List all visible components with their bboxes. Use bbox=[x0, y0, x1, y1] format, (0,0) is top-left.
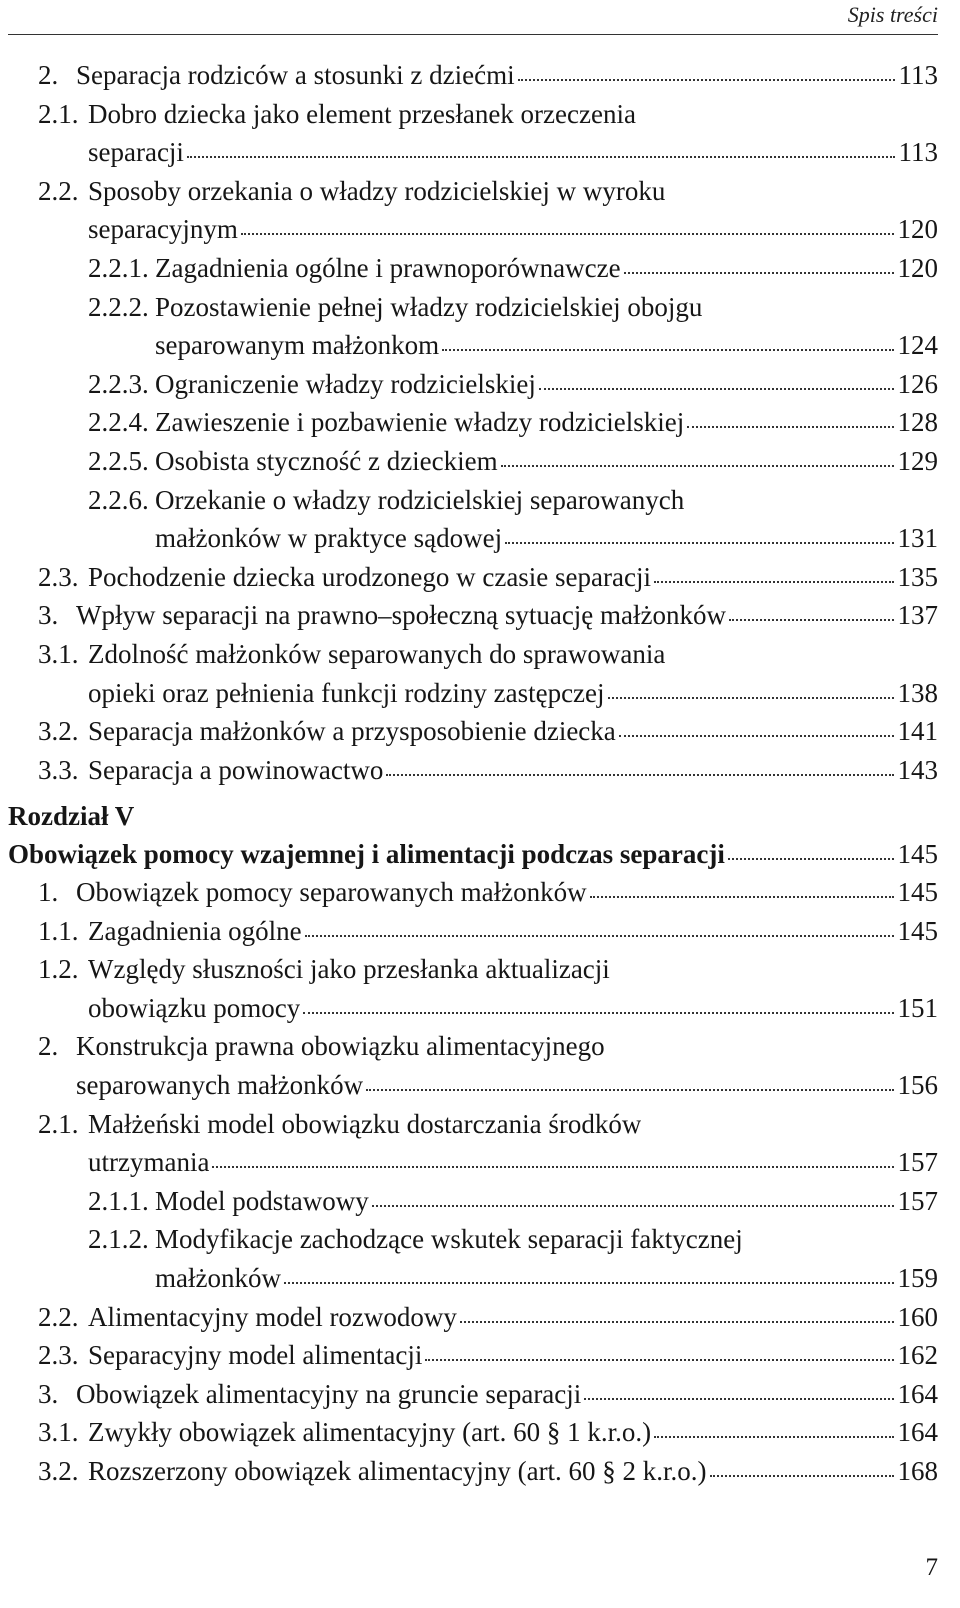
dot-leader bbox=[619, 734, 894, 737]
toc-entry[interactable] bbox=[0, 674, 938, 712]
dot-leader bbox=[654, 1435, 893, 1438]
toc-entry[interactable] bbox=[0, 1220, 938, 1258]
toc-entry[interactable] bbox=[0, 288, 938, 326]
toc-entry-title: Dobro dziecka jako element przesłanek orzeczenia bbox=[88, 98, 636, 129]
toc-entry[interactable] bbox=[0, 558, 938, 596]
toc-entry-page: 138 bbox=[897, 677, 938, 708]
toc-entry-page: 124 bbox=[897, 330, 938, 361]
toc-entry-title: Pochodzenie dziecka urodzonego w czasie separacji bbox=[88, 561, 651, 592]
toc-entry-title: małżonków bbox=[155, 1263, 281, 1293]
dot-leader bbox=[729, 618, 893, 621]
toc-entry[interactable] bbox=[0, 950, 938, 988]
dot-leader bbox=[728, 857, 894, 860]
toc-entry[interactable] bbox=[0, 249, 938, 287]
toc-entry[interactable] bbox=[0, 56, 938, 94]
toc-entry[interactable] bbox=[0, 751, 938, 789]
dot-leader bbox=[305, 934, 894, 937]
toc-entry-title: Separacja rodziców a stosunki z dziećmi bbox=[76, 60, 515, 90]
dot-leader bbox=[284, 1281, 894, 1284]
dot-leader bbox=[303, 1011, 893, 1014]
toc-entry-title: małżonków w praktyce sądowej bbox=[155, 523, 503, 554]
toc-entry-page: 135 bbox=[897, 561, 938, 592]
toc-entry-page: 168 bbox=[897, 1456, 938, 1486]
dot-leader bbox=[212, 1165, 893, 1168]
toc-entry-number: 2.2.3. bbox=[88, 368, 149, 399]
toc-entry-title: Alimentacyjny model rozwodowy bbox=[88, 1301, 457, 1332]
toc-entry-number: 2.2.5. bbox=[88, 446, 149, 476]
toc-entry-page: 113 bbox=[898, 137, 938, 168]
toc-entry-title: Pozostawienie pełnej władzy rodzicielskiej obojgu bbox=[155, 291, 703, 322]
toc-entry-page: 145 bbox=[897, 915, 938, 946]
toc-entry[interactable] bbox=[0, 635, 938, 673]
chapter-title-line[interactable] bbox=[0, 835, 938, 873]
dot-leader bbox=[372, 1204, 894, 1207]
dot-leader bbox=[539, 387, 894, 390]
toc-entry-number: 3. bbox=[38, 600, 59, 631]
toc-entry-title: Ograniczenie władzy rodzicielskiej bbox=[155, 368, 536, 399]
dot-leader bbox=[366, 1088, 893, 1091]
toc-entry-page: 164 bbox=[897, 1378, 938, 1409]
toc-entry-title: separacyjnym bbox=[88, 214, 238, 245]
toc-entry[interactable] bbox=[0, 596, 938, 634]
toc-entry-title: Obowiązek pomocy separowanych małżonków bbox=[76, 877, 587, 907]
toc-entry[interactable] bbox=[0, 519, 938, 557]
toc-entry-number: 2.1.2. bbox=[88, 1224, 149, 1255]
toc-entry-title: Model podstawowy bbox=[155, 1185, 369, 1216]
toc-entry-number: 2.1.1. bbox=[88, 1185, 149, 1216]
toc-entry-page: 137 bbox=[897, 600, 938, 631]
toc-entry-page: 129 bbox=[897, 446, 938, 476]
chapter-page: 145 bbox=[897, 839, 938, 869]
toc-entry-number: 1. bbox=[38, 877, 59, 907]
toc-entry[interactable] bbox=[0, 133, 938, 171]
dot-leader bbox=[460, 1320, 894, 1323]
toc-entry-page: 157 bbox=[897, 1147, 938, 1178]
toc-entry-number: 2.2.2. bbox=[88, 291, 149, 322]
dot-leader bbox=[590, 895, 894, 898]
toc-entry-page: 160 bbox=[897, 1301, 938, 1332]
toc-entry[interactable] bbox=[0, 365, 938, 403]
toc-entry[interactable] bbox=[0, 873, 938, 911]
toc-entry[interactable] bbox=[0, 1066, 938, 1104]
dot-leader bbox=[584, 1397, 893, 1400]
dot-leader bbox=[624, 271, 894, 274]
toc-entry-page: 141 bbox=[897, 716, 938, 747]
toc-entry-number: 3.1. bbox=[38, 1417, 79, 1448]
toc-entry-page: 128 bbox=[897, 407, 938, 438]
toc-entry-title: Modyfikacje zachodzące wskutek separacji faktycznej bbox=[155, 1224, 743, 1255]
toc-entry-title: Orzekanie o władzy rodzicielskiej separowanych bbox=[155, 484, 685, 515]
dot-leader bbox=[505, 541, 893, 544]
dot-leader bbox=[241, 232, 894, 235]
toc-entry-page: 143 bbox=[897, 754, 938, 785]
toc-entry-title: Konstrukcja prawna obowiązku alimentacyjnego bbox=[76, 1031, 605, 1062]
dot-leader bbox=[501, 464, 894, 467]
toc-entry-title: opieki oraz pełnienia funkcji rodziny zastępczej bbox=[88, 677, 605, 708]
toc-entry[interactable] bbox=[0, 712, 938, 750]
toc-entry-page: 151 bbox=[897, 992, 938, 1023]
toc-entry[interactable] bbox=[0, 403, 938, 441]
toc-entry[interactable] bbox=[0, 1143, 938, 1181]
toc-entry-number: 2.2. bbox=[38, 175, 79, 206]
toc-entry-number: 1.2. bbox=[38, 954, 79, 985]
toc-entry-title: Osobista styczność z dzieckiem bbox=[155, 446, 498, 476]
toc-entry-title: Separacja a powinowactwo bbox=[88, 754, 384, 785]
toc-entry-page: 120 bbox=[897, 214, 938, 245]
dot-leader bbox=[654, 580, 894, 583]
toc-entry-number: 2. bbox=[38, 60, 59, 90]
toc-entry-number: 3.3. bbox=[38, 754, 79, 785]
toc-entry-title: Zagadnienia ogólne i prawnoporównawcze bbox=[155, 253, 621, 283]
toc-entry-title: Małżeński model obowiązku dostarczania środków bbox=[88, 1108, 642, 1139]
dot-leader bbox=[608, 696, 894, 699]
toc-entry-title: separacji bbox=[88, 137, 184, 168]
dot-leader bbox=[518, 78, 895, 81]
toc-entry-page: 126 bbox=[897, 368, 938, 399]
toc-entry-number: 2.3. bbox=[38, 1340, 79, 1371]
toc-entry-title: Obowiązek alimentacyjny na gruncie separacji bbox=[76, 1378, 582, 1409]
toc-entry-title: Wpływ separacji na prawno–społeczną sytuację małżonków bbox=[76, 600, 727, 631]
dot-leader bbox=[386, 773, 893, 776]
toc-entry-title: Zagadnienia ogólne bbox=[88, 915, 302, 946]
toc-entry-number: 2.2.6. bbox=[88, 484, 149, 515]
toc-entry-title: Sposoby orzekania o władzy rodzicielskiej w wyroku bbox=[88, 175, 666, 206]
toc-entry-page: 162 bbox=[897, 1340, 938, 1371]
dot-leader bbox=[187, 155, 895, 158]
toc-entry-page: 156 bbox=[897, 1070, 938, 1100]
toc-entry-page: 164 bbox=[897, 1417, 938, 1448]
toc-entry[interactable] bbox=[0, 326, 938, 364]
toc-entry-title: Separacja małżonków a przysposobienie dziecka bbox=[88, 716, 616, 747]
toc-entry-title: utrzymania bbox=[88, 1147, 210, 1178]
toc-entry-number: 3.2. bbox=[38, 716, 79, 747]
toc-entry-number: 3. bbox=[38, 1378, 59, 1409]
chapter-title: Obowiązek pomocy wzajemnej i alimentacji podczas separacji bbox=[8, 839, 725, 869]
toc-entry-number: 2.1. bbox=[38, 98, 79, 129]
toc-entry-title: Względy słuszności jako przesłanka aktualizacji bbox=[88, 954, 610, 985]
toc-entry[interactable] bbox=[0, 95, 938, 133]
toc-entry-page: 145 bbox=[897, 877, 938, 907]
toc-entry-title: Zdolność małżonków separowanych do sprawowania bbox=[88, 639, 666, 669]
toc-entry-title: Separacyjny model alimentacji bbox=[88, 1340, 423, 1371]
toc-entry[interactable] bbox=[0, 1452, 938, 1490]
toc-entry[interactable] bbox=[0, 1027, 938, 1065]
toc-entry-page: 131 bbox=[897, 523, 938, 554]
running-header: Spis treści bbox=[847, 2, 938, 27]
toc-entry-title: separowanym małżonkom bbox=[155, 330, 440, 361]
page-number: 7 bbox=[925, 1554, 938, 1581]
toc-entry[interactable] bbox=[0, 1259, 938, 1297]
toc-entry-number: 2.1. bbox=[38, 1108, 79, 1139]
toc-entry[interactable] bbox=[0, 172, 938, 210]
toc-entry[interactable] bbox=[0, 989, 938, 1027]
toc-entry-page: 157 bbox=[897, 1185, 938, 1216]
toc-entry[interactable] bbox=[0, 210, 938, 248]
toc-entry-page: 159 bbox=[897, 1263, 938, 1293]
toc-entry-page: 113 bbox=[898, 60, 938, 90]
toc-entry-number: 3.1. bbox=[38, 639, 79, 669]
toc-entry[interactable] bbox=[0, 1298, 938, 1336]
toc-entry-title: separowanych małżonków bbox=[76, 1070, 364, 1100]
toc-entry[interactable] bbox=[0, 481, 938, 519]
toc-entry[interactable] bbox=[0, 442, 938, 480]
toc-entry-number: 1.1. bbox=[38, 915, 79, 946]
toc-entry-title: Rozszerzony obowiązek alimentacyjny (art. 60 § 2 k.r.o.) bbox=[88, 1456, 707, 1486]
toc-entry[interactable] bbox=[0, 1413, 938, 1451]
toc-entry[interactable] bbox=[0, 1182, 938, 1220]
chapter-label: Rozdział V bbox=[8, 801, 135, 831]
toc-entry[interactable] bbox=[0, 1336, 938, 1374]
toc-entry-number: 2. bbox=[38, 1031, 59, 1062]
dot-leader bbox=[425, 1358, 893, 1361]
header-rule bbox=[8, 34, 938, 35]
toc-entry-number: 2.2. bbox=[38, 1301, 79, 1332]
toc-entry-number: 2.3. bbox=[38, 561, 79, 592]
toc-entry-number: 2.2.1. bbox=[88, 253, 149, 283]
toc-entry-number: 3.2. bbox=[38, 1456, 79, 1486]
dot-leader bbox=[442, 348, 893, 351]
toc-entry-title: Zwykły obowiązek alimentacyjny (art. 60 § 1 k.r.o.) bbox=[88, 1417, 652, 1448]
toc-entry-page: 120 bbox=[897, 253, 938, 283]
dot-leader bbox=[687, 425, 893, 428]
toc-entry[interactable] bbox=[0, 1375, 938, 1413]
toc-entry[interactable] bbox=[0, 912, 938, 950]
dot-leader bbox=[710, 1474, 894, 1477]
toc-entry-title: Zawieszenie i pozbawienie władzy rodzicielskiej bbox=[155, 407, 685, 438]
toc-entry-title: obowiązku pomocy bbox=[88, 992, 301, 1023]
toc-entry[interactable] bbox=[0, 1105, 938, 1143]
toc-entry-number: 2.2.4. bbox=[88, 407, 149, 438]
